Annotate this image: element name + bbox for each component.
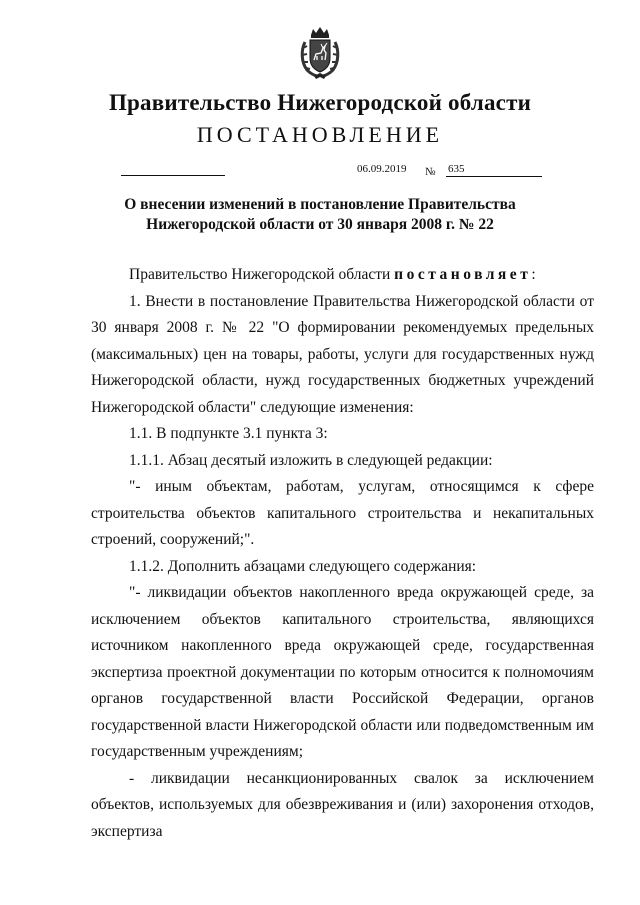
body-paragraph-2: 1. Внести в постановление Правительства Нижегородской области от 30 января 2008 г. № 22 "О формировании рекомендуемых предельных (максимальных) цен на товары, работы, услуги для государственных нужд Нижегородской области, нужд государственных бюджетных учреждений Нижегородской области" следующие изменения:	[91, 292, 594, 416]
subject-line-2: Нижегородской области от 30 января 2008 г. № 22	[146, 216, 494, 233]
nizhny-novgorod-coat-of-arms-icon	[299, 26, 341, 80]
paragraph-colon: :	[531, 266, 536, 283]
body-paragraph-3: 1.1. В подпункте 3.1 пункта 3:	[129, 425, 328, 442]
number-underline	[446, 176, 542, 177]
document-date: 06.09.2019	[357, 163, 407, 175]
resolves-word: постановляет	[394, 266, 532, 283]
body-paragraph-7: "- ликвидации объектов накопленного вреда окружающей среде, за исключением объектов капитального строительства, являющихся источником накопленного вреда окружающей среде, государственная экспертиза проектной документации по которым относится к полномочиям органов государственной власти Российской Федерации, органов государственной власти Нижегородской области или подведомственным им государственным учреждениям;	[91, 584, 594, 760]
document-number-label: №	[425, 166, 436, 178]
body-paragraph-1	[91, 262, 594, 289]
signature-line-left	[121, 175, 225, 176]
body-paragraph-5: "- иным объектам, работам, услугам, относящимся к сфере строительства объектов капитального строительства и некапитальных строений, сооружений;".	[91, 478, 594, 548]
document-subject	[100, 195, 540, 235]
paragraph-lead: Правительство Нижегородской области	[129, 266, 395, 283]
document-type-title: ПОСТАНОВЛЕНИЕ	[196, 122, 444, 147]
body-paragraph-6: 1.1.2. Дополнить абзацами следующего содержания:	[129, 557, 477, 575]
subject-line-1: О внесении изменений в постановление Правительства	[124, 196, 516, 213]
document-number: 635	[448, 163, 465, 175]
document-body	[91, 262, 594, 845]
government-title: Правительство Нижегородской области	[108, 90, 532, 115]
body-paragraph-8: - ликвидации несанкционированных свалок за исключением объектов, используемых для обезвреживания и (или) захоронения отходов, экспертиза	[91, 769, 594, 840]
body-paragraph-4: 1.1.1. Абзац десятый изложить в следующей редакции:	[129, 451, 493, 469]
